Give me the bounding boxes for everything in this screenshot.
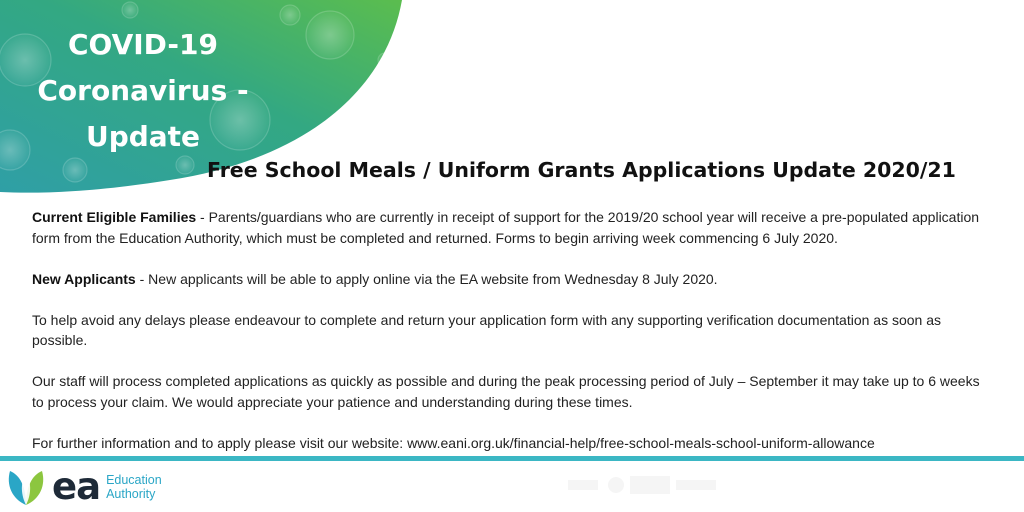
new-applicants-text: - New applicants will be able to apply online via the EA website from Wednesday 8 July 2020. xyxy=(135,270,718,287)
hero-title xyxy=(0,22,286,160)
logo-wordmark xyxy=(106,473,162,501)
logo-line-1: Education xyxy=(106,473,162,487)
paragraph-new-applicants xyxy=(32,269,992,290)
hero-title-line-1: COVID-19 xyxy=(67,28,219,61)
footer-divider xyxy=(0,456,1024,461)
logo-line-2: Authority xyxy=(106,487,156,501)
body-text xyxy=(32,207,992,474)
faint-watermark xyxy=(568,472,718,498)
page-headline: Free School Meals / Uniform Grants Applications Update 2020/21 xyxy=(207,158,956,182)
current-families-label: Current Eligible Families xyxy=(32,209,197,225)
education-authority-logo xyxy=(4,465,162,509)
new-applicants-label: New Applicants xyxy=(32,270,136,287)
paragraph-avoid-delays: To help avoid any delays please endeavour to complete and return your application form with any supporting verification documentation as soon as possible. xyxy=(32,311,941,348)
current-families-text: - Parents/guardians who are currently in receipt of support for the 2019/20 school year will receive a pre-populated application form from the Education Authority, which must be completed and returned. Forms to begin arriving week commencing 6 July 2020. xyxy=(32,209,980,246)
hero-title-line-3: Update xyxy=(85,120,201,153)
hero-title-line-2: Coronavirus - xyxy=(37,74,249,107)
paragraph-current-families xyxy=(32,207,992,248)
logo-letters: ea xyxy=(52,465,101,508)
paragraph-processing: Our staff will process completed applications as quickly as possible and during the peak processing period of July – September it may take up to 6 weeks to process your claim. We would appreciate your patience and understanding during these times. xyxy=(32,373,980,410)
paragraph-further-info: For further information and to apply please visit our website: www.eani.org.uk/financial-help/free-school-meals-school-uniform-allowance xyxy=(32,434,875,451)
ea-leaf-icon xyxy=(4,465,48,509)
